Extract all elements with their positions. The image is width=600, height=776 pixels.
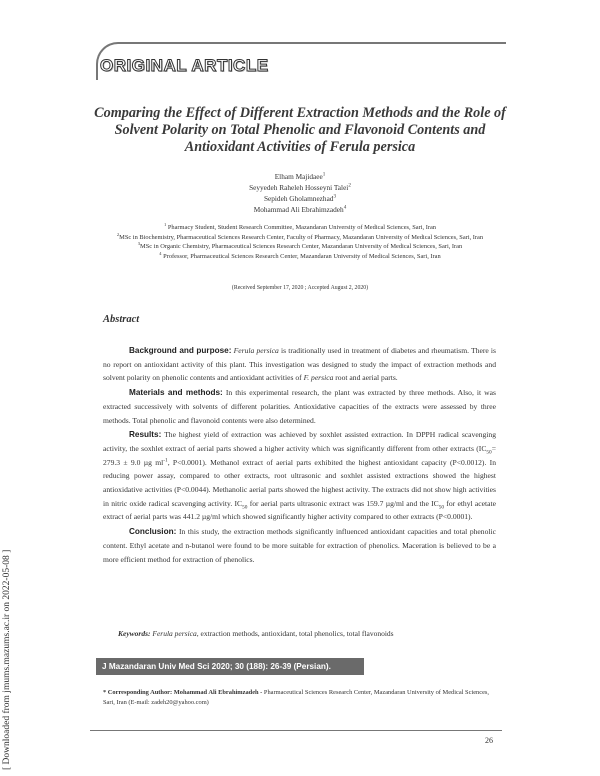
download-watermark [0, 520, 14, 770]
affiliation: $^2$MSc in Biochemistry, Pharmaceutical Sciences Research Center, Faculty of Pharmacy, Mazandaran University of Medical Sciences, Sari, Iran [116, 231, 484, 241]
author: Mohammad Ali Ebrahimzadeh$^4$ [253, 204, 347, 214]
abstract-conclusion: Conclusion: In this study, the extraction methods significantly influenced antioxidant capacities and total phenolic content. Ethyl acetate and n-butanol were found to be more suitable for extraction of phenolics. Maceration is believed to be a more efficient method for extraction of phenolics. [103, 527, 496, 564]
author: Sepideh Gholamnezhad$^3$ [263, 193, 337, 203]
author-list [150, 171, 450, 215]
affiliation: $^4$ Professor, Pharmaceutical Sciences Research Center, Mazandaran University of Medical Sciences, Sari, Iran [159, 250, 441, 260]
abstract-heading: Abstract [103, 314, 140, 325]
corresponding-author: * Corresponding Author: Mohammad Ali Ebrahimzadeh - Pharmaceutical Sciences Research Center, Mazandaran University of Medical Sciences, Sari, Iran (E-mail: zadeh20@yahoo.com) [103, 689, 490, 706]
affiliation-list [100, 223, 500, 261]
paper-title: Comparing the Effect of Different Extraction Methods and the Role of Solvent Polarity on Total Phenolic and Flavonoid Contents and Antioxidant Activities of Ferula persica [94, 105, 506, 155]
download-watermark-text: [ Downloaded from jmums.mazums.ac.ir on 2022-05-08 ] [2, 549, 12, 770]
abstract-results: Results: The highest yield of extraction was achieved by soxhlet assisted extraction. In DPPH radical scavenging activity, the soxhlet extract of aerial parts showed a higher activity which was significantly different from other extracts ($IC_{50}= 279.3 \pm 9.0$ µg $ml^{-1}$, P<0.0001). Methanol extract of aerial parts exhibited the highest antioxidant capacity (P<0.0012). In reducing power assay, compared to other extracts, root ultrasonic and soxhlet assisted extractions showed the highest antioxidative activities (P<0.0044). Methanolic aerial parts showed the highest activity. The extracts did not show high activities in nitric oxide radical scavenging activity. $IC_{50}$ for aerial parts ultrasonic extract was 159.7 µg/ml and the $IC_{50}$ for ethyl acetate extract of aerial parts was 441.2 µg/ml which showed significantly higher activity compared to other extracts (P<0.0001). [103, 430, 497, 522]
affiliation: $^3$MSc in Organic Chemistry, Pharmaceutical Sciences Research Center, Mazandaran University of Medical Sciences, Sari, Iran [137, 241, 463, 251]
abstract-body [103, 344, 496, 567]
citation-box: J Mazandaran Univ Med Sci 2020; 30 (188): 26-39 (Persian). [96, 658, 364, 675]
article-type-banner [96, 42, 506, 80]
affiliation: $^1$ Pharmacy Student, Student Research Committee, Mazandaran University of Medical Sciences, Sari, Iran [164, 221, 436, 231]
abstract-methods: Materials and methods: In this experimental research, the plant was extracted by three methods. Also, it was extracted successively with solvents of different polarities. Antioxidative capacities of the extracts were assessed by three methods. Total phenolic and flavonoid contents were also determined. [103, 388, 496, 425]
author: Elham Majidaee$^1$ [274, 171, 326, 181]
received-dates: (Received September 17, 2020 ; Accepted August 2, 2020) [231, 285, 369, 291]
author: Seyyedeh Raheleh Hosseyni Talei$^2$ [249, 182, 351, 192]
footer-divider [90, 730, 502, 731]
abstract-background: Background and purpose: Ferula persica is traditionally used in treatment of diabetes and rheumatism. There is no report on antioxidant activity of this plant. This investigation was designed to study the impact of extraction methods and solvent polarity on phenolic contents and antioxidant activities of F. persica root and aerial parts. [103, 346, 496, 383]
keywords: Keywords: Ferula persica, extraction methods, antioxidant, total phenolics, total flavonoids [118, 629, 394, 638]
page-number: 26 [485, 736, 493, 745]
article-type-label: ORIGINAL ARTICLE [100, 56, 269, 75]
